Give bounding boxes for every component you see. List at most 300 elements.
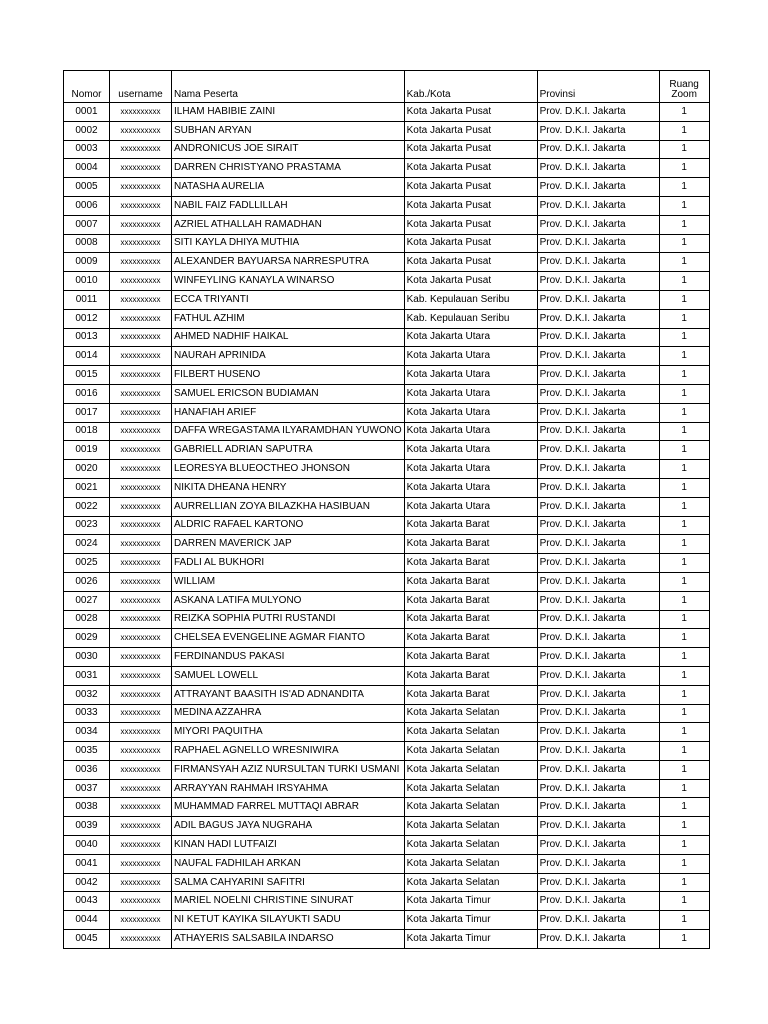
cell-zoom: 1 bbox=[659, 798, 709, 817]
cell-nama bbox=[172, 403, 405, 422]
cell-nomor: 0013 bbox=[64, 328, 110, 347]
cell-zoom: 1 bbox=[659, 478, 709, 497]
table-row bbox=[64, 328, 710, 347]
cell-kab: Kota Jakarta Pusat bbox=[404, 178, 537, 197]
cell-nomor: 0034 bbox=[64, 723, 110, 742]
cell-kab: Kota Jakarta Selatan bbox=[404, 760, 537, 779]
cell-nama bbox=[172, 328, 405, 347]
cell-kab: Kota Jakarta Barat bbox=[404, 554, 537, 573]
cell-zoom: 1 bbox=[659, 554, 709, 573]
col-header-zoom-line1: Ruang bbox=[669, 79, 699, 90]
cell-zoom: 1 bbox=[659, 911, 709, 930]
cell-provinsi: Prov. D.K.I. Jakarta bbox=[537, 854, 659, 873]
cell-nama bbox=[172, 460, 405, 479]
cell-zoom: 1 bbox=[659, 873, 709, 892]
cell-kab: Kab. Kepulauan Seribu bbox=[404, 290, 537, 309]
cell-zoom: 1 bbox=[659, 817, 709, 836]
cell-provinsi: Prov. D.K.I. Jakarta bbox=[537, 290, 659, 309]
table-row bbox=[64, 704, 710, 723]
participant-name: SUBHAN ARYAN bbox=[174, 125, 252, 136]
cell-provinsi: Prov. D.K.I. Jakarta bbox=[537, 478, 659, 497]
cell-nama bbox=[172, 817, 405, 836]
cell-provinsi: Prov. D.K.I. Jakarta bbox=[537, 666, 659, 685]
cell-nomor: 0009 bbox=[64, 253, 110, 272]
participant-name: FADLI AL BUKHORI bbox=[174, 558, 265, 569]
cell-nama bbox=[172, 290, 405, 309]
cell-provinsi: Prov. D.K.I. Jakarta bbox=[537, 723, 659, 742]
cell-nomor: 0030 bbox=[64, 648, 110, 667]
participant-name: SAMUEL LOWELL bbox=[174, 670, 259, 681]
participant-name: NAURAH APRINIDA bbox=[174, 351, 266, 362]
cell-username: xxxxxxxxxx bbox=[110, 892, 172, 911]
cell-zoom: 1 bbox=[659, 103, 709, 122]
cell-kab: Kota Jakarta Selatan bbox=[404, 779, 537, 798]
cell-nomor: 0035 bbox=[64, 742, 110, 761]
cell-username: xxxxxxxxxx bbox=[110, 685, 172, 704]
cell-nama bbox=[172, 384, 405, 403]
cell-kab: Kota Jakarta Utara bbox=[404, 328, 537, 347]
cell-provinsi: Prov. D.K.I. Jakarta bbox=[537, 347, 659, 366]
cell-kab: Kota Jakarta Barat bbox=[404, 572, 537, 591]
cell-nomor: 0001 bbox=[64, 103, 110, 122]
participant-name: NIKITA DHEANA HENRY bbox=[174, 482, 287, 493]
cell-nomor: 0028 bbox=[64, 610, 110, 629]
participant-name: RAPHAEL AGNELLO WRESNIWIRA bbox=[174, 745, 339, 756]
cell-zoom: 1 bbox=[659, 159, 709, 178]
cell-provinsi: Prov. D.K.I. Jakarta bbox=[537, 836, 659, 855]
cell-nomor: 0039 bbox=[64, 817, 110, 836]
cell-username: xxxxxxxxxx bbox=[110, 817, 172, 836]
cell-zoom: 1 bbox=[659, 309, 709, 328]
cell-provinsi: Prov. D.K.I. Jakarta bbox=[537, 253, 659, 272]
cell-nama bbox=[172, 873, 405, 892]
cell-nomor: 0002 bbox=[64, 121, 110, 140]
cell-nomor: 0007 bbox=[64, 215, 110, 234]
cell-provinsi: Prov. D.K.I. Jakarta bbox=[537, 554, 659, 573]
cell-nomor: 0006 bbox=[64, 196, 110, 215]
cell-nama bbox=[172, 911, 405, 930]
cell-username: xxxxxxxxxx bbox=[110, 798, 172, 817]
participant-name: MUHAMMAD FARREL MUTTAQI ABRAR bbox=[174, 802, 360, 813]
cell-zoom: 1 bbox=[659, 591, 709, 610]
table-row bbox=[64, 422, 710, 441]
participant-name: GABRIELL ADRIAN SAPUTRA bbox=[174, 445, 313, 456]
cell-username: xxxxxxxxxx bbox=[110, 930, 172, 949]
cell-kab: Kota Jakarta Selatan bbox=[404, 723, 537, 742]
participant-name: NI KETUT KAYIKA SILAYUKTI SADU bbox=[174, 915, 341, 926]
cell-zoom: 1 bbox=[659, 723, 709, 742]
table-row bbox=[64, 516, 710, 535]
participant-name: SITI KAYLA DHIYA MUTHIA bbox=[174, 238, 300, 249]
participant-table bbox=[63, 70, 710, 949]
table-row bbox=[64, 178, 710, 197]
cell-provinsi: Prov. D.K.I. Jakarta bbox=[537, 629, 659, 648]
participant-name: SAMUEL ERICSON BUDIAMAN bbox=[174, 388, 319, 399]
cell-nomor: 0027 bbox=[64, 591, 110, 610]
table-row bbox=[64, 723, 710, 742]
cell-zoom: 1 bbox=[659, 572, 709, 591]
cell-nomor: 0008 bbox=[64, 234, 110, 253]
cell-kab: Kota Jakarta Timur bbox=[404, 930, 537, 949]
cell-username: xxxxxxxxxx bbox=[110, 610, 172, 629]
cell-zoom: 1 bbox=[659, 178, 709, 197]
participant-name: ATTRAYANT BAASITH IS'AD ADNANDITA bbox=[174, 689, 364, 700]
cell-zoom: 1 bbox=[659, 497, 709, 516]
cell-kab: Kota Jakarta Utara bbox=[404, 441, 537, 460]
cell-zoom: 1 bbox=[659, 892, 709, 911]
col-header-provinsi: Provinsi bbox=[537, 71, 659, 103]
participant-name: ASKANA LATIFA MULYONO bbox=[174, 595, 302, 606]
cell-nomor: 0014 bbox=[64, 347, 110, 366]
table-row bbox=[64, 554, 710, 573]
cell-nama bbox=[172, 215, 405, 234]
table-row bbox=[64, 121, 710, 140]
table-body bbox=[64, 103, 710, 949]
cell-nama bbox=[172, 366, 405, 385]
participant-name: AURRELLIAN ZOYA BILAZKHA HASIBUAN bbox=[174, 501, 370, 512]
cell-nama bbox=[172, 648, 405, 667]
cell-provinsi: Prov. D.K.I. Jakarta bbox=[537, 497, 659, 516]
cell-username: xxxxxxxxxx bbox=[110, 497, 172, 516]
cell-kab: Kota Jakarta Barat bbox=[404, 685, 537, 704]
table-row bbox=[64, 591, 710, 610]
cell-zoom: 1 bbox=[659, 215, 709, 234]
cell-username: xxxxxxxxxx bbox=[110, 121, 172, 140]
cell-provinsi: Prov. D.K.I. Jakarta bbox=[537, 403, 659, 422]
cell-kab: Kota Jakarta Utara bbox=[404, 460, 537, 479]
cell-username: xxxxxxxxxx bbox=[110, 666, 172, 685]
table-row bbox=[64, 930, 710, 949]
cell-username: xxxxxxxxxx bbox=[110, 591, 172, 610]
participant-name: WINFEYLING KANAYLA WINARSO bbox=[174, 276, 335, 287]
cell-zoom: 1 bbox=[659, 648, 709, 667]
cell-provinsi: Prov. D.K.I. Jakarta bbox=[537, 873, 659, 892]
cell-username: xxxxxxxxxx bbox=[110, 836, 172, 855]
cell-kab: Kota Jakarta Selatan bbox=[404, 854, 537, 873]
cell-username: xxxxxxxxxx bbox=[110, 441, 172, 460]
cell-nama bbox=[172, 554, 405, 573]
cell-nomor: 0021 bbox=[64, 478, 110, 497]
cell-nomor: 0018 bbox=[64, 422, 110, 441]
table-row bbox=[64, 159, 710, 178]
cell-nama bbox=[172, 121, 405, 140]
participant-name: MARIEL NOELNI CHRISTINE SINURAT bbox=[174, 896, 354, 907]
cell-nama bbox=[172, 103, 405, 122]
table-row bbox=[64, 648, 710, 667]
cell-kab: Kota Jakarta Selatan bbox=[404, 836, 537, 855]
table-row bbox=[64, 196, 710, 215]
table-row bbox=[64, 234, 710, 253]
cell-username: xxxxxxxxxx bbox=[110, 384, 172, 403]
cell-nomor: 0045 bbox=[64, 930, 110, 949]
cell-nama bbox=[172, 422, 405, 441]
table-row bbox=[64, 384, 710, 403]
table-row bbox=[64, 854, 710, 873]
cell-kab: Kota Jakarta Pusat bbox=[404, 159, 537, 178]
cell-zoom: 1 bbox=[659, 347, 709, 366]
cell-username: xxxxxxxxxx bbox=[110, 253, 172, 272]
cell-kab: Kota Jakarta Utara bbox=[404, 422, 537, 441]
table-row bbox=[64, 798, 710, 817]
cell-provinsi: Prov. D.K.I. Jakarta bbox=[537, 159, 659, 178]
cell-username: xxxxxxxxxx bbox=[110, 648, 172, 667]
cell-username: xxxxxxxxxx bbox=[110, 911, 172, 930]
cell-nomor: 0024 bbox=[64, 535, 110, 554]
cell-kab: Kota Jakarta Barat bbox=[404, 648, 537, 667]
participant-name: FIRMANSYAH AZIZ NURSULTAN TURKI USMANI bbox=[174, 764, 400, 775]
cell-nama bbox=[172, 685, 405, 704]
cell-username: xxxxxxxxxx bbox=[110, 215, 172, 234]
participant-name: KINAN HADI LUTFAIZI bbox=[174, 839, 277, 850]
cell-nomor: 0041 bbox=[64, 854, 110, 873]
col-header-nomor: Nomor bbox=[64, 71, 110, 103]
cell-provinsi: Prov. D.K.I. Jakarta bbox=[537, 234, 659, 253]
participant-name: ADIL BAGUS JAYA NUGRAHA bbox=[174, 821, 313, 832]
cell-kab: Kota Jakarta Pusat bbox=[404, 253, 537, 272]
cell-nomor: 0029 bbox=[64, 629, 110, 648]
cell-zoom: 1 bbox=[659, 516, 709, 535]
table-row bbox=[64, 460, 710, 479]
cell-nomor: 0042 bbox=[64, 873, 110, 892]
cell-zoom: 1 bbox=[659, 328, 709, 347]
participant-name: WILLIAM bbox=[174, 576, 216, 587]
participant-name: LEORESYA BLUEOCTHEO JHONSON bbox=[174, 464, 350, 475]
cell-nama bbox=[172, 798, 405, 817]
cell-nomor: 0031 bbox=[64, 666, 110, 685]
cell-nama bbox=[172, 516, 405, 535]
cell-nama bbox=[172, 723, 405, 742]
cell-username: xxxxxxxxxx bbox=[110, 854, 172, 873]
cell-provinsi: Prov. D.K.I. Jakarta bbox=[537, 441, 659, 460]
table-row bbox=[64, 215, 710, 234]
cell-nomor: 0025 bbox=[64, 554, 110, 573]
cell-zoom: 1 bbox=[659, 384, 709, 403]
cell-provinsi: Prov. D.K.I. Jakarta bbox=[537, 892, 659, 911]
cell-provinsi: Prov. D.K.I. Jakarta bbox=[537, 930, 659, 949]
cell-zoom: 1 bbox=[659, 704, 709, 723]
table-row bbox=[64, 666, 710, 685]
cell-kab: Kota Jakarta Barat bbox=[404, 610, 537, 629]
table-row bbox=[64, 911, 710, 930]
table-row bbox=[64, 760, 710, 779]
cell-username: xxxxxxxxxx bbox=[110, 103, 172, 122]
cell-kab: Kota Jakarta Selatan bbox=[404, 817, 537, 836]
cell-nomor: 0033 bbox=[64, 704, 110, 723]
cell-nama bbox=[172, 666, 405, 685]
cell-nama bbox=[172, 610, 405, 629]
cell-zoom: 1 bbox=[659, 290, 709, 309]
cell-provinsi: Prov. D.K.I. Jakarta bbox=[537, 648, 659, 667]
cell-provinsi: Prov. D.K.I. Jakarta bbox=[537, 798, 659, 817]
cell-provinsi: Prov. D.K.I. Jakarta bbox=[537, 704, 659, 723]
cell-zoom: 1 bbox=[659, 610, 709, 629]
cell-username: xxxxxxxxxx bbox=[110, 196, 172, 215]
cell-nama bbox=[172, 854, 405, 873]
cell-nomor: 0004 bbox=[64, 159, 110, 178]
cell-zoom: 1 bbox=[659, 234, 709, 253]
cell-nama bbox=[172, 441, 405, 460]
col-header-kab: Kab./Kota bbox=[404, 71, 537, 103]
cell-provinsi: Prov. D.K.I. Jakarta bbox=[537, 685, 659, 704]
cell-kab: Kota Jakarta Timur bbox=[404, 911, 537, 930]
cell-kab: Kota Jakarta Pusat bbox=[404, 272, 537, 291]
cell-kab: Kota Jakarta Pusat bbox=[404, 196, 537, 215]
cell-kab: Kota Jakarta Utara bbox=[404, 347, 537, 366]
table-row bbox=[64, 779, 710, 798]
cell-kab: Kota Jakarta Barat bbox=[404, 629, 537, 648]
cell-nama bbox=[172, 159, 405, 178]
cell-zoom: 1 bbox=[659, 140, 709, 159]
cell-username: xxxxxxxxxx bbox=[110, 272, 172, 291]
cell-nama bbox=[172, 196, 405, 215]
participant-name: HANAFIAH ARIEF bbox=[174, 407, 257, 418]
cell-provinsi: Prov. D.K.I. Jakarta bbox=[537, 215, 659, 234]
cell-nama bbox=[172, 742, 405, 761]
table-row bbox=[64, 610, 710, 629]
cell-nomor: 0032 bbox=[64, 685, 110, 704]
cell-username: xxxxxxxxxx bbox=[110, 742, 172, 761]
cell-nomor: 0003 bbox=[64, 140, 110, 159]
cell-nama bbox=[172, 892, 405, 911]
table-row bbox=[64, 403, 710, 422]
cell-username: xxxxxxxxxx bbox=[110, 234, 172, 253]
cell-nomor: 0020 bbox=[64, 460, 110, 479]
cell-nomor: 0011 bbox=[64, 290, 110, 309]
cell-zoom: 1 bbox=[659, 535, 709, 554]
cell-username: xxxxxxxxxx bbox=[110, 159, 172, 178]
cell-nomor: 0005 bbox=[64, 178, 110, 197]
cell-nama bbox=[172, 930, 405, 949]
table-row bbox=[64, 103, 710, 122]
cell-provinsi: Prov. D.K.I. Jakarta bbox=[537, 366, 659, 385]
cell-nama bbox=[172, 309, 405, 328]
cell-nama bbox=[172, 629, 405, 648]
table-row bbox=[64, 140, 710, 159]
cell-nomor: 0016 bbox=[64, 384, 110, 403]
table-row bbox=[64, 572, 710, 591]
cell-kab: Kota Jakarta Timur bbox=[404, 892, 537, 911]
cell-username: xxxxxxxxxx bbox=[110, 704, 172, 723]
cell-provinsi: Prov. D.K.I. Jakarta bbox=[537, 140, 659, 159]
cell-nomor: 0012 bbox=[64, 309, 110, 328]
cell-nama bbox=[172, 572, 405, 591]
cell-username: xxxxxxxxxx bbox=[110, 535, 172, 554]
cell-provinsi: Prov. D.K.I. Jakarta bbox=[537, 535, 659, 554]
cell-kab: Kota Jakarta Utara bbox=[404, 497, 537, 516]
cell-provinsi: Prov. D.K.I. Jakarta bbox=[537, 817, 659, 836]
table-row bbox=[64, 535, 710, 554]
cell-username: xxxxxxxxxx bbox=[110, 873, 172, 892]
cell-nama bbox=[172, 779, 405, 798]
participant-name: MEDINA AZZAHRA bbox=[174, 708, 262, 719]
cell-nomor: 0015 bbox=[64, 366, 110, 385]
participant-name: ATHAYERIS SALSABILA INDARSO bbox=[174, 933, 334, 944]
cell-kab: Kota Jakarta Barat bbox=[404, 666, 537, 685]
cell-zoom: 1 bbox=[659, 629, 709, 648]
col-header-username: username bbox=[110, 71, 172, 103]
cell-nomor: 0023 bbox=[64, 516, 110, 535]
table-row bbox=[64, 478, 710, 497]
table-row bbox=[64, 309, 710, 328]
participant-name: ALEXANDER BAYUARSA NARRESPUTRA bbox=[174, 257, 369, 268]
cell-username: xxxxxxxxxx bbox=[110, 629, 172, 648]
cell-kab: Kota Jakarta Barat bbox=[404, 535, 537, 554]
cell-username: xxxxxxxxxx bbox=[110, 403, 172, 422]
cell-provinsi: Prov. D.K.I. Jakarta bbox=[537, 460, 659, 479]
cell-username: xxxxxxxxxx bbox=[110, 347, 172, 366]
cell-provinsi: Prov. D.K.I. Jakarta bbox=[537, 742, 659, 761]
participant-name: DARREN CHRISTYANO PRASTAMA bbox=[174, 163, 341, 174]
table-row bbox=[64, 742, 710, 761]
participant-name: ANDRONICUS JOE SIRAIT bbox=[174, 144, 299, 155]
cell-kab: Kota Jakarta Pusat bbox=[404, 215, 537, 234]
cell-username: xxxxxxxxxx bbox=[110, 723, 172, 742]
participant-name: ILHAM HABIBIE ZAINI bbox=[174, 106, 276, 117]
cell-kab: Kota Jakarta Selatan bbox=[404, 742, 537, 761]
cell-nama bbox=[172, 478, 405, 497]
cell-provinsi: Prov. D.K.I. Jakarta bbox=[537, 384, 659, 403]
participant-name: NAUFAL FADHILAH ARKAN bbox=[174, 858, 301, 869]
cell-kab: Kota Jakarta Pusat bbox=[404, 121, 537, 140]
participant-name: REIZKA SOPHIA PUTRI RUSTANDI bbox=[174, 614, 336, 625]
table-row bbox=[64, 685, 710, 704]
participant-name: SALMA CAHYARINI SAFITRI bbox=[174, 877, 305, 888]
cell-zoom: 1 bbox=[659, 121, 709, 140]
participant-name: CHELSEA EVENGELINE AGMAR FIANTO bbox=[174, 633, 365, 644]
cell-provinsi: Prov. D.K.I. Jakarta bbox=[537, 328, 659, 347]
cell-zoom: 1 bbox=[659, 666, 709, 685]
cell-zoom: 1 bbox=[659, 742, 709, 761]
col-header-zoom bbox=[659, 71, 709, 103]
cell-kab: Kota Jakarta Barat bbox=[404, 591, 537, 610]
participant-name: AHMED NADHIF HAIKAL bbox=[174, 332, 289, 343]
cell-kab: Kota Jakarta Pusat bbox=[404, 103, 537, 122]
cell-nomor: 0043 bbox=[64, 892, 110, 911]
table-row bbox=[64, 253, 710, 272]
cell-zoom: 1 bbox=[659, 196, 709, 215]
table-row bbox=[64, 629, 710, 648]
cell-provinsi: Prov. D.K.I. Jakarta bbox=[537, 591, 659, 610]
cell-provinsi: Prov. D.K.I. Jakarta bbox=[537, 422, 659, 441]
cell-username: xxxxxxxxxx bbox=[110, 760, 172, 779]
cell-username: xxxxxxxxxx bbox=[110, 290, 172, 309]
cell-nama bbox=[172, 253, 405, 272]
cell-username: xxxxxxxxxx bbox=[110, 554, 172, 573]
cell-username: xxxxxxxxxx bbox=[110, 178, 172, 197]
participant-name: NATASHA AURELIA bbox=[174, 182, 265, 193]
cell-provinsi: Prov. D.K.I. Jakarta bbox=[537, 516, 659, 535]
participant-name: ECCA TRIYANTI bbox=[174, 294, 249, 305]
cell-provinsi: Prov. D.K.I. Jakarta bbox=[537, 911, 659, 930]
cell-provinsi: Prov. D.K.I. Jakarta bbox=[537, 572, 659, 591]
cell-kab: Kab. Kepulauan Seribu bbox=[404, 309, 537, 328]
cell-username: xxxxxxxxxx bbox=[110, 572, 172, 591]
cell-provinsi: Prov. D.K.I. Jakarta bbox=[537, 779, 659, 798]
cell-provinsi: Prov. D.K.I. Jakarta bbox=[537, 196, 659, 215]
cell-nama bbox=[172, 178, 405, 197]
cell-kab: Kota Jakarta Selatan bbox=[404, 704, 537, 723]
cell-zoom: 1 bbox=[659, 854, 709, 873]
cell-provinsi: Prov. D.K.I. Jakarta bbox=[537, 309, 659, 328]
cell-nomor: 0022 bbox=[64, 497, 110, 516]
cell-provinsi: Prov. D.K.I. Jakarta bbox=[537, 272, 659, 291]
cell-username: xxxxxxxxxx bbox=[110, 779, 172, 798]
cell-nama bbox=[172, 591, 405, 610]
cell-zoom: 1 bbox=[659, 460, 709, 479]
table-row bbox=[64, 497, 710, 516]
cell-zoom: 1 bbox=[659, 685, 709, 704]
cell-provinsi: Prov. D.K.I. Jakarta bbox=[537, 178, 659, 197]
